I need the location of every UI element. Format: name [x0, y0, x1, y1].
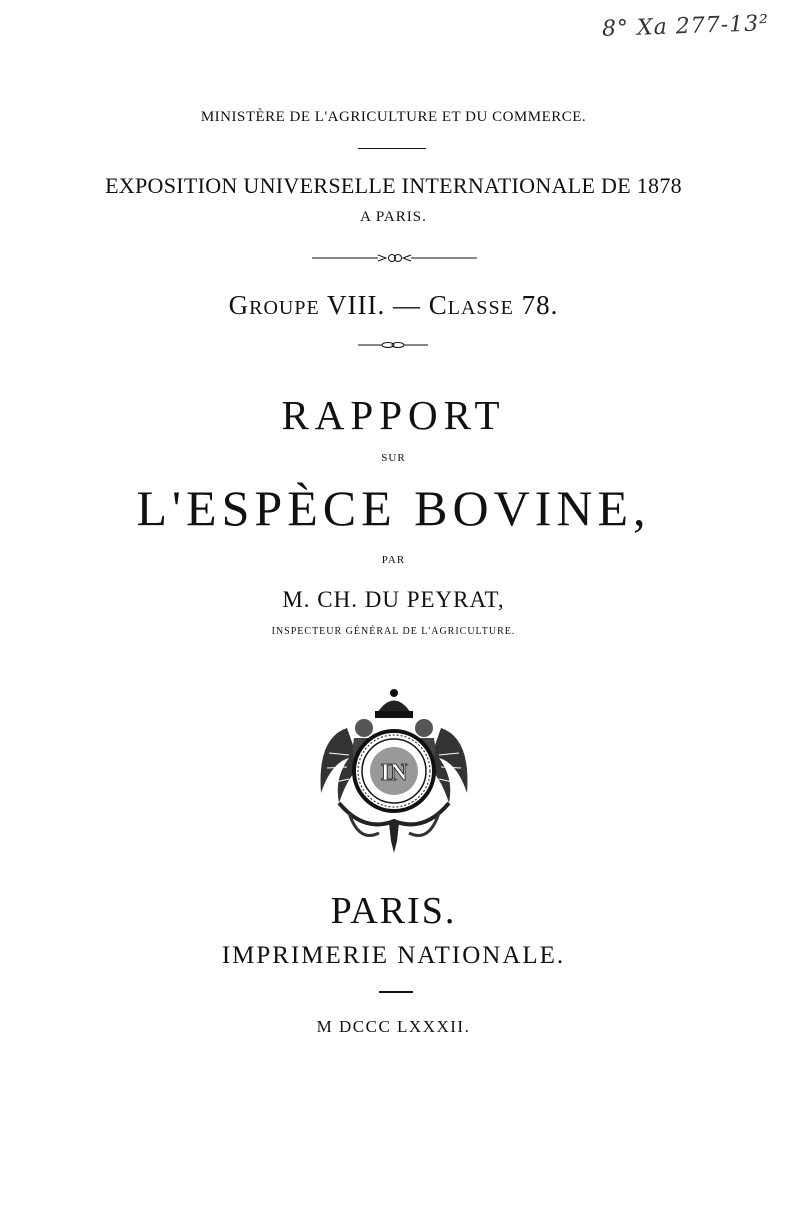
imprint-city: PARIS. [330, 890, 457, 932]
exposition-place: A PARIS. [360, 209, 427, 225]
group-class-heading [0, 292, 787, 319]
groupe-word: ROUPE [249, 297, 320, 319]
sur-label: SUR [381, 452, 406, 464]
author-title: INSPECTEUR GÉNÉRAL DE L'AGRICULTURE. [271, 626, 516, 637]
imprint-year: M DCCC LXXXII. [316, 1017, 471, 1036]
imprint-printer: IMPRIMERIE NATIONALE. [221, 942, 566, 969]
classe-word: LASSE [447, 297, 514, 319]
par-label: PAR [381, 554, 406, 566]
emblem-monogram: IN [380, 760, 408, 786]
classe-number: 78. [521, 290, 559, 320]
exposition-title: EXPOSITION UNIVERSELLE INTERNATIONALE DE 1878 [105, 173, 682, 198]
ornament-divider-icon [312, 252, 477, 264]
groupe-initial: G [228, 290, 250, 320]
imprint-rule [379, 991, 413, 993]
classe-initial: C [428, 290, 448, 320]
report-title: RAPPORT [281, 392, 506, 438]
author-name: M. CH. DU PEYRAT, [282, 587, 505, 612]
divider-rule [358, 148, 426, 149]
small-ornament-icon [358, 341, 428, 349]
imperial-emblem-icon [309, 683, 479, 858]
heading-dash: — [392, 290, 421, 320]
ministry-heading: MINISTÈRE DE L'AGRICULTURE ET DU COMMERCE. [200, 109, 587, 125]
library-call-number: 8° Xa 277-13² [601, 11, 770, 42]
report-subject: L'ESPÈCE BOVINE, [136, 480, 651, 536]
groupe-number: VIII. [326, 290, 386, 320]
